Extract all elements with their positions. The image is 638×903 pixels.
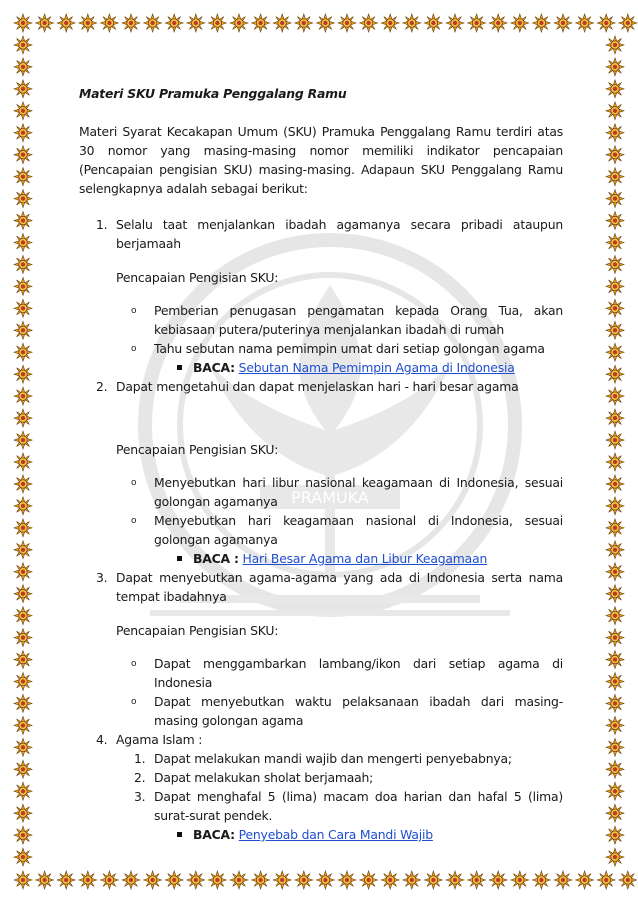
sun-ornament-icon bbox=[606, 36, 624, 54]
achievement-heading: Pencapaian Pengisian SKU: bbox=[116, 442, 279, 457]
list-item-text: Selalu taat menjalankan ibadah agamanya secara pribadi ataupun berjamaah bbox=[116, 217, 563, 251]
sun-ornament-icon bbox=[606, 212, 624, 230]
sun-ornament-icon bbox=[208, 871, 226, 889]
bullet-item: o Menyebutkan hari keagamaan nasional di Indonesia, sesuai golongan agamanya bbox=[131, 513, 563, 547]
sun-ornament-icon bbox=[14, 212, 32, 230]
read-more-link-pemimpin-agama[interactable]: Sebutan Nama Pemimpin Agama di Indonesia bbox=[238, 360, 515, 375]
sun-ornament-icon bbox=[14, 871, 32, 889]
sun-ornament-icon bbox=[606, 563, 624, 581]
sun-ornament-icon bbox=[14, 190, 32, 208]
list-number: 1. bbox=[96, 217, 108, 232]
document-title: Materi SKU Pramuka Penggalang Ramu bbox=[79, 86, 347, 101]
sun-ornament-icon bbox=[100, 871, 118, 889]
sun-ornament-icon bbox=[606, 453, 624, 471]
sun-ornament-icon bbox=[532, 871, 550, 889]
sun-ornament-icon bbox=[14, 387, 32, 405]
sun-ornament-icon bbox=[554, 871, 572, 889]
sun-ornament-icon bbox=[165, 14, 183, 32]
sun-ornament-icon bbox=[252, 871, 270, 889]
read-more-line bbox=[79, 825, 563, 844]
sun-ornament-icon bbox=[100, 14, 118, 32]
sun-ornament-icon bbox=[606, 607, 624, 625]
sun-ornament-icon bbox=[606, 782, 624, 800]
sun-ornament-icon bbox=[606, 519, 624, 537]
sun-ornament-icon bbox=[468, 871, 486, 889]
sun-ornament-icon bbox=[403, 14, 421, 32]
read-more-link-mandi-wajib[interactable]: Penyebab dan Cara Mandi Wajib bbox=[238, 827, 433, 842]
sun-ornament-icon bbox=[14, 102, 32, 120]
bullet-item: o Pemberian penugasan pengamatan kepada Orang Tua, akan kebiasaan putera/puterinya menjalankan ibadah di rumah bbox=[131, 303, 563, 337]
square-bullet-icon bbox=[177, 556, 182, 561]
sun-ornament-icon bbox=[606, 343, 624, 361]
sun-ornament-icon bbox=[14, 475, 32, 493]
sun-ornament-icon bbox=[619, 14, 637, 32]
sun-ornament-icon bbox=[165, 871, 183, 889]
sun-ornament-icon bbox=[606, 760, 624, 778]
bullet-item: o Tahu sebutan nama pemimpin umat dari setiap golongan agama bbox=[79, 339, 563, 358]
sun-ornament-icon bbox=[144, 14, 162, 32]
list-number: 2. bbox=[96, 379, 108, 394]
sun-ornament-icon bbox=[468, 14, 486, 32]
sun-ornament-icon bbox=[14, 36, 32, 54]
sun-ornament-icon bbox=[230, 14, 248, 32]
list-number: 3. bbox=[96, 570, 108, 585]
read-more-line bbox=[79, 358, 563, 377]
sun-ornament-icon bbox=[316, 871, 334, 889]
sun-ornament-icon bbox=[606, 146, 624, 164]
sun-ornament-icon bbox=[403, 871, 421, 889]
circle-bullet-icon: o bbox=[131, 659, 137, 669]
list-item-text: Dapat mengetahui dan dapat menjelaskan hari - hari besar agama bbox=[116, 379, 519, 394]
sun-ornament-icon bbox=[14, 519, 32, 537]
sun-ornament-icon bbox=[79, 871, 97, 889]
sun-ornament-icon bbox=[576, 14, 594, 32]
sun-ornament-icon bbox=[14, 782, 32, 800]
sub-list-item: 2. Dapat melakukan sholat berjamaah; bbox=[134, 770, 374, 785]
read-label: BACA : bbox=[193, 551, 239, 566]
sun-ornament-icon bbox=[252, 14, 270, 32]
sun-ornament-icon bbox=[338, 871, 356, 889]
sun-ornament-icon bbox=[554, 14, 572, 32]
sun-ornament-icon bbox=[14, 343, 32, 361]
sun-ornament-icon bbox=[122, 871, 140, 889]
sun-ornament-icon bbox=[381, 871, 399, 889]
sun-ornament-icon bbox=[597, 14, 615, 32]
sun-ornament-icon bbox=[606, 124, 624, 142]
bullet-item: o Dapat menyebutkan waktu pelaksanaan ibadah dari masing-masing golongan agama bbox=[131, 694, 563, 728]
sun-ornament-icon bbox=[446, 14, 464, 32]
read-label: BACA: bbox=[193, 360, 235, 375]
sun-ornament-icon bbox=[14, 146, 32, 164]
sun-ornament-icon bbox=[606, 321, 624, 339]
circle-bullet-icon: o bbox=[131, 306, 137, 316]
sun-ornament-icon bbox=[576, 871, 594, 889]
circle-bullet-icon: o bbox=[131, 344, 137, 354]
sun-ornament-icon bbox=[14, 563, 32, 581]
list-item-3 bbox=[79, 568, 563, 606]
sun-ornament-icon bbox=[14, 848, 32, 866]
sun-ornament-icon bbox=[606, 673, 624, 691]
sun-ornament-icon bbox=[606, 629, 624, 647]
achievement-heading: Pencapaian Pengisian SKU: bbox=[116, 270, 279, 285]
sun-ornament-icon bbox=[606, 409, 624, 427]
sun-ornament-icon bbox=[14, 760, 32, 778]
read-more-link-hari-besar[interactable]: Hari Besar Agama dan Libur Keagamaan bbox=[242, 551, 488, 566]
sun-ornament-icon bbox=[14, 629, 32, 647]
sun-ornament-icon bbox=[14, 58, 32, 76]
sun-ornament-icon bbox=[511, 14, 529, 32]
intro-paragraph: Materi Syarat Kecakapan Umum (SKU) Pramuka Penggalang Ramu terdiri atas 30 nomor yang masing-masing nomor memiliki indikator pencapaian (Pencapaian pengisian SKU) masing-masing. Adapaun SKU Penggalang Ramu selengkapnya adalah sebagai berikut: bbox=[79, 124, 563, 196]
sun-ornament-icon bbox=[606, 387, 624, 405]
watermark-text: PRAMUKA bbox=[291, 488, 369, 507]
list-number: 4. bbox=[96, 732, 108, 747]
sun-ornament-icon bbox=[606, 497, 624, 515]
sun-ornament-icon bbox=[424, 871, 442, 889]
sun-ornament-icon bbox=[381, 14, 399, 32]
bullet-item: o Dapat menggambarkan lambang/ikon dari setiap agama di Indonesia bbox=[131, 656, 563, 690]
sun-ornament-icon bbox=[14, 804, 32, 822]
sub-list-item: 1. Dapat melakukan mandi wajib dan mengerti penyebabnya; bbox=[134, 751, 512, 766]
document-body bbox=[79, 84, 563, 844]
sun-ornament-icon bbox=[606, 651, 624, 669]
achievement-heading: Pencapaian Pengisian SKU: bbox=[116, 623, 279, 638]
sun-ornament-icon bbox=[187, 14, 205, 32]
sun-ornament-icon bbox=[57, 871, 75, 889]
sun-ornament-icon bbox=[360, 871, 378, 889]
circle-bullet-icon: o bbox=[131, 516, 137, 526]
sun-ornament-icon bbox=[606, 168, 624, 186]
sun-ornament-icon bbox=[122, 14, 140, 32]
sun-ornament-icon bbox=[606, 58, 624, 76]
sun-ornament-icon bbox=[79, 14, 97, 32]
list-item-4 bbox=[79, 730, 563, 749]
sun-ornament-icon bbox=[446, 871, 464, 889]
sun-ornament-icon bbox=[36, 871, 54, 889]
list-item-2 bbox=[79, 377, 563, 396]
sun-ornament-icon bbox=[606, 716, 624, 734]
circle-bullet-icon: o bbox=[131, 478, 137, 488]
sun-ornament-icon bbox=[14, 453, 32, 471]
sun-ornament-icon bbox=[606, 694, 624, 712]
bullet-item: o Menyebutkan hari libur nasional keagamaan di Indonesia, sesuai golongan agamanya bbox=[131, 475, 563, 509]
sun-ornament-icon bbox=[606, 255, 624, 273]
sun-ornament-icon bbox=[14, 14, 32, 32]
sun-ornament-icon bbox=[187, 871, 205, 889]
sun-ornament-icon bbox=[57, 14, 75, 32]
sun-ornament-icon bbox=[606, 234, 624, 252]
sun-ornament-icon bbox=[14, 277, 32, 295]
square-bullet-icon bbox=[177, 832, 182, 837]
list-item-1 bbox=[79, 215, 563, 253]
sun-ornament-icon bbox=[606, 431, 624, 449]
sun-ornament-icon bbox=[14, 80, 32, 98]
read-more-line bbox=[79, 549, 563, 568]
sun-ornament-icon bbox=[208, 14, 226, 32]
sun-ornament-icon bbox=[14, 497, 32, 515]
sun-ornament-icon bbox=[14, 365, 32, 383]
sun-ornament-icon bbox=[606, 190, 624, 208]
sun-ornament-icon bbox=[606, 541, 624, 559]
circle-bullet-icon: o bbox=[131, 697, 137, 707]
sun-ornament-icon bbox=[532, 14, 550, 32]
sun-ornament-icon bbox=[14, 234, 32, 252]
sun-ornament-icon bbox=[14, 738, 32, 756]
sun-ornament-icon bbox=[619, 871, 637, 889]
sun-ornament-icon bbox=[14, 541, 32, 559]
sub-list-item: 3. Dapat menghafal 5 (lima) macam doa harian dan hafal 5 (lima) surat-surat pendek. bbox=[134, 789, 563, 823]
sun-ornament-icon bbox=[295, 871, 313, 889]
sun-ornament-icon bbox=[606, 102, 624, 120]
sun-ornament-icon bbox=[316, 14, 334, 32]
list-item-text: Dapat menyebutkan agama-agama yang ada di Indonesia serta nama tempat ibadahnya bbox=[116, 570, 563, 604]
sun-ornament-icon bbox=[360, 14, 378, 32]
sun-ornament-icon bbox=[606, 365, 624, 383]
sun-ornament-icon bbox=[295, 14, 313, 32]
read-label: BACA: bbox=[193, 827, 235, 842]
sun-ornament-icon bbox=[273, 14, 291, 32]
sun-ornament-icon bbox=[606, 299, 624, 317]
sun-ornament-icon bbox=[14, 299, 32, 317]
sun-ornament-icon bbox=[230, 871, 248, 889]
sun-ornament-icon bbox=[338, 14, 356, 32]
sun-ornament-icon bbox=[606, 826, 624, 844]
sun-ornament-icon bbox=[14, 255, 32, 273]
sun-ornament-icon bbox=[14, 673, 32, 691]
sun-ornament-icon bbox=[606, 848, 624, 866]
sun-ornament-icon bbox=[511, 871, 529, 889]
sun-ornament-icon bbox=[606, 804, 624, 822]
sun-ornament-icon bbox=[489, 871, 507, 889]
sun-ornament-icon bbox=[14, 694, 32, 712]
sun-ornament-icon bbox=[606, 585, 624, 603]
sun-ornament-icon bbox=[144, 871, 162, 889]
sun-ornament-icon bbox=[597, 871, 615, 889]
sun-ornament-icon bbox=[606, 738, 624, 756]
sun-ornament-icon bbox=[14, 168, 32, 186]
sun-ornament-icon bbox=[14, 409, 32, 427]
sun-ornament-icon bbox=[36, 14, 54, 32]
sun-ornament-icon bbox=[489, 14, 507, 32]
sun-ornament-icon bbox=[14, 826, 32, 844]
sun-ornament-icon bbox=[606, 475, 624, 493]
sun-ornament-icon bbox=[14, 651, 32, 669]
sun-ornament-icon bbox=[273, 871, 291, 889]
sun-ornament-icon bbox=[14, 607, 32, 625]
sun-ornament-icon bbox=[14, 585, 32, 603]
sun-ornament-icon bbox=[606, 80, 624, 98]
sun-ornament-icon bbox=[14, 716, 32, 734]
sun-ornament-icon bbox=[14, 321, 32, 339]
sun-ornament-icon bbox=[606, 277, 624, 295]
square-bullet-icon bbox=[177, 365, 182, 370]
list-item-text: Agama Islam : bbox=[116, 732, 203, 747]
sun-ornament-icon bbox=[14, 431, 32, 449]
sun-ornament-icon bbox=[14, 124, 32, 142]
sun-ornament-icon bbox=[424, 14, 442, 32]
